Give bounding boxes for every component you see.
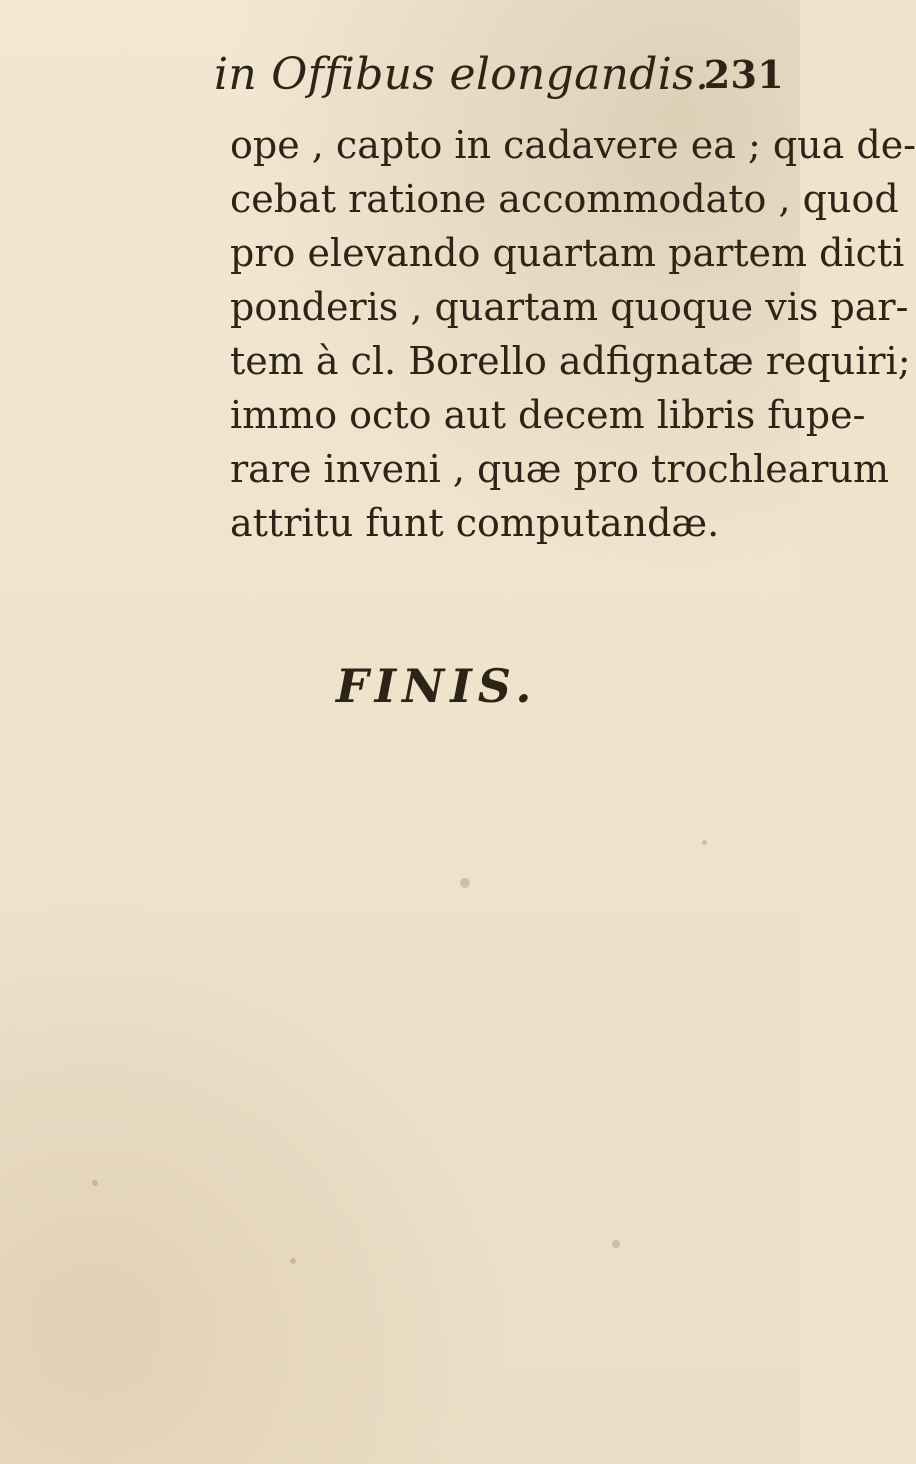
text-line: rare inveni , quæ pro trochlearum	[230, 447, 890, 491]
paper-stain	[460, 878, 470, 888]
text-line: cebat ratione accommodato , quod	[230, 177, 899, 221]
paper-stain	[290, 1258, 296, 1264]
text-line: immo octo aut decem libris fupe-	[230, 393, 866, 437]
finis-label: FINIS.	[336, 659, 538, 713]
header-title: in Offibus elongandis.	[214, 49, 710, 100]
paper-stain	[92, 1180, 98, 1186]
page-number: 231	[703, 52, 784, 97]
text-line: attritu funt computandæ.	[230, 501, 720, 545]
text-line: pro elevando quartam partem dicti	[230, 231, 905, 275]
running-header	[214, 48, 784, 102]
text-line: ponderis , quartam quoque vis par-	[230, 285, 909, 329]
text-line: ope , capto in cadavere ea ; qua de-	[230, 123, 916, 167]
paper-stain	[612, 1240, 620, 1248]
text-line: tem à cl. Borello adfignatæ requiri;	[230, 339, 911, 383]
main-text-block	[230, 118, 916, 550]
paper-stain	[702, 840, 707, 845]
